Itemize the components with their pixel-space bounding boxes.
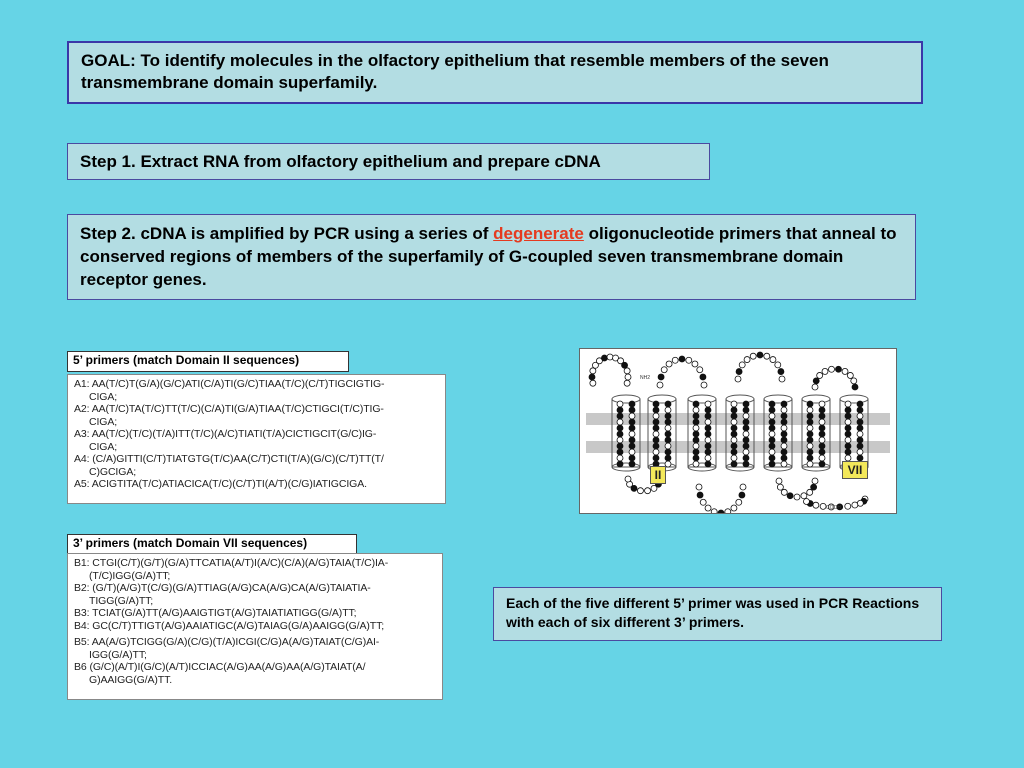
helix-top xyxy=(612,395,640,403)
primer-sequence-line: B6 (G/C)(A/T)I(G/C)(A/T)ICCIAC(A/G)AA(A/G)AA(A/G)TAIAT(A/ xyxy=(74,661,366,673)
residue-dot xyxy=(807,443,813,449)
residue-dot xyxy=(693,455,699,461)
residue-dot xyxy=(857,431,863,437)
residue-dot xyxy=(653,419,659,425)
primer-sequence-line: B5: AA(A/G)TCIGG(G/A)(C/G)(T/A)ICGI(C/G)A(A/G)TAIAT(C/G)AI- xyxy=(74,636,380,648)
domain-ii-label: II xyxy=(650,466,666,484)
helix-cylinder xyxy=(802,399,830,467)
residue-dot xyxy=(743,413,749,419)
step1-box xyxy=(67,143,710,180)
residue-dot xyxy=(769,431,775,437)
step2-text-after: oligonucleotide primers that anneal to conserved regions of members of the superfamily of G-coupled seven transmembrane domain receptor genes. xyxy=(80,224,897,289)
residue-dot xyxy=(665,413,671,419)
residue-dot xyxy=(857,449,863,455)
residue-dot xyxy=(731,443,737,449)
residue-dot xyxy=(653,449,659,455)
seven-transmembrane-receptor-diagram xyxy=(579,348,897,514)
residue-dot xyxy=(629,461,635,467)
extracellular-loop-residue xyxy=(739,362,745,368)
residue-dot xyxy=(845,419,851,425)
residue-dot xyxy=(845,413,851,419)
intracellular-loop-residue xyxy=(731,505,737,511)
n-terminal-residue xyxy=(589,374,595,380)
n-terminal-residue xyxy=(622,362,628,368)
primer-sequence-line: A1: AA(T/C)T(G/A)(G/C)ATI(C/A)TI(G/C)TIAA(T/C)(C/T)TIGCIGTIG- xyxy=(74,378,385,390)
residue-dot xyxy=(731,401,737,407)
extracellular-loop-residue xyxy=(757,352,763,358)
intracellular-loop-residue xyxy=(794,494,800,500)
residue-dot xyxy=(857,425,863,431)
residue-dot xyxy=(665,443,671,449)
primer-sequence xyxy=(74,453,439,478)
extracellular-loop-residue xyxy=(842,368,848,374)
residue-dot xyxy=(769,401,775,407)
residue-dot xyxy=(781,455,787,461)
residue-dot xyxy=(807,455,813,461)
residue-dot xyxy=(781,431,787,437)
residue-dot xyxy=(857,407,863,413)
residue-dot xyxy=(807,431,813,437)
residue-dot xyxy=(731,413,737,419)
residue-dot xyxy=(705,461,711,467)
residue-dot xyxy=(807,425,813,431)
residue-dot xyxy=(819,425,825,431)
n-terminal-residue xyxy=(624,380,630,386)
step2-text-before: Step 2. cDNA is amplified by PCR using a series of xyxy=(80,224,494,243)
extracellular-loop-residue xyxy=(658,374,664,380)
residue-dot xyxy=(857,419,863,425)
domain-vii-label: VII xyxy=(842,461,868,479)
extracellular-loop-residue xyxy=(847,372,853,378)
residue-dot xyxy=(845,431,851,437)
helix-cylinder xyxy=(840,399,868,467)
residue-dot xyxy=(769,455,775,461)
extracellular-loop-residue xyxy=(701,382,707,388)
primer-sequence-line: B4: GC(C/T)TTIGT(A/G)AAIATIGC(A/G)TAIAG(G/A)AAIGG(G/A)TT; xyxy=(74,619,385,632)
c-terminal-residue xyxy=(852,502,858,508)
residue-dot xyxy=(693,413,699,419)
primer-sequence-continuation: CIGA; xyxy=(89,440,118,453)
residue-dot xyxy=(705,407,711,413)
residue-dot xyxy=(731,449,737,455)
step1-text: Step 1. Extract RNA from olfactory epithelium and prepare cDNA xyxy=(80,152,601,171)
residue-dot xyxy=(705,455,711,461)
residue-dot xyxy=(769,425,775,431)
five-prime-primers-list xyxy=(67,374,446,504)
residue-dot xyxy=(629,419,635,425)
n-terminal-residue xyxy=(601,355,607,361)
five-prime-primers-label: 5’ primers (match Domain II sequences) xyxy=(67,351,349,372)
residue-dot xyxy=(653,413,659,419)
intracellular-loop-residue xyxy=(812,478,818,484)
residue-dot xyxy=(819,455,825,461)
residue-dot xyxy=(693,401,699,407)
residue-dot xyxy=(819,449,825,455)
primer-sequence xyxy=(74,428,439,453)
c-terminus-label: COOH xyxy=(826,505,841,511)
intracellular-loop-residue xyxy=(781,489,787,495)
residue-dot xyxy=(819,437,825,443)
intracellular-loop-residue xyxy=(777,484,783,490)
intracellular-loop-residue xyxy=(705,505,711,511)
residue-dot xyxy=(743,461,749,467)
primer-sequence xyxy=(74,607,436,620)
intracellular-loop-residue xyxy=(776,478,782,484)
residue-dot xyxy=(629,425,635,431)
residue-dot xyxy=(857,413,863,419)
residue-dot xyxy=(617,425,623,431)
extracellular-loop-residue xyxy=(692,361,698,367)
primer-sequence xyxy=(74,636,436,661)
primer-sequence xyxy=(74,582,436,607)
intracellular-loop-residue xyxy=(718,510,724,513)
residue-dot xyxy=(693,407,699,413)
residue-dot xyxy=(629,437,635,443)
residue-dot xyxy=(819,407,825,413)
primer-sequence-continuation: CIGA; xyxy=(89,415,118,428)
residue-dot xyxy=(743,443,749,449)
residue-dot xyxy=(769,413,775,419)
three-prime-primers-list xyxy=(67,553,443,700)
residue-dot xyxy=(617,443,623,449)
residue-dot xyxy=(769,449,775,455)
residue-dot xyxy=(693,443,699,449)
extracellular-loop-residue xyxy=(829,366,835,372)
c-terminal-residue xyxy=(857,500,863,506)
residue-dot xyxy=(807,401,813,407)
residue-dot xyxy=(807,413,813,419)
residue-dot xyxy=(693,431,699,437)
residue-dot xyxy=(617,401,623,407)
helix-top xyxy=(648,395,676,403)
extracellular-loop-residue xyxy=(735,376,741,382)
c-terminal-residue xyxy=(803,498,809,504)
primer-sequence xyxy=(74,620,436,633)
residue-dot xyxy=(807,407,813,413)
residue-dot xyxy=(653,455,659,461)
residue-dot xyxy=(617,455,623,461)
intracellular-loop-residue xyxy=(740,484,746,490)
primer-sequence-line: B1: CTGI(C/T)(G/T)(G/A)TTCATIA(A/T)I(A/C)(C/A)(A/G)TAIA(T/C)IA- xyxy=(74,557,389,569)
residue-dot xyxy=(731,425,737,431)
residue-dot xyxy=(705,401,711,407)
extracellular-loop-residue xyxy=(764,353,770,359)
extracellular-loop-residue xyxy=(851,378,857,384)
n-terminal-residue xyxy=(625,374,631,380)
residue-dot xyxy=(693,449,699,455)
residue-dot xyxy=(629,455,635,461)
residue-dot xyxy=(617,449,623,455)
residue-dot xyxy=(807,461,813,467)
residue-dot xyxy=(693,461,699,467)
helix-top xyxy=(802,395,830,403)
residue-dot xyxy=(819,401,825,407)
n-terminal-residue xyxy=(607,354,613,360)
residue-dot xyxy=(705,413,711,419)
intracellular-loop-residue xyxy=(637,488,643,494)
residue-dot xyxy=(819,419,825,425)
intracellular-loop-residue xyxy=(625,476,631,482)
extracellular-loop-residue xyxy=(661,367,667,373)
primer-sequence xyxy=(74,557,436,582)
residue-dot xyxy=(653,431,659,437)
primer-sequence xyxy=(74,661,436,686)
goal-box xyxy=(67,41,923,104)
c-terminal-residue xyxy=(813,502,819,508)
note-box xyxy=(493,587,942,641)
residue-dot xyxy=(807,419,813,425)
residue-dot xyxy=(693,437,699,443)
residue-dot xyxy=(743,431,749,437)
residue-dot xyxy=(731,455,737,461)
helix-cylinder xyxy=(764,399,792,467)
residue-dot xyxy=(845,425,851,431)
intracellular-loop-residue xyxy=(645,488,651,494)
residue-dot xyxy=(653,407,659,413)
residue-dot xyxy=(705,419,711,425)
residue-dot xyxy=(617,407,623,413)
residue-dot xyxy=(693,425,699,431)
primer-sequence-line: A5: ACIGTITA(T/C)ATIACICA(T/C)(C/T)TI(A/T)(C/G)IATIGCIGA. xyxy=(74,478,367,490)
residue-dot xyxy=(665,455,671,461)
residue-dot xyxy=(629,431,635,437)
extracellular-loop-residue xyxy=(697,367,703,373)
primer-sequence-line: B2: (G/T)(A/G)T(C/G)(G/A)TTIAG(A/G)CA(A/G)CA(A/G)TAIATIA- xyxy=(74,582,371,594)
primer-sequence xyxy=(74,478,439,491)
intracellular-loop-residue xyxy=(725,509,731,513)
residue-dot xyxy=(769,443,775,449)
residue-dot xyxy=(665,431,671,437)
extracellular-loop-residue xyxy=(736,369,742,375)
note-text: Each of the five different 5’ primer was used in PCR Reactions with each of six different 3’ primers. xyxy=(506,595,920,630)
residue-dot xyxy=(819,461,825,467)
residue-dot xyxy=(665,425,671,431)
residue-dot xyxy=(705,425,711,431)
residue-dot xyxy=(617,461,623,467)
residue-dot xyxy=(693,419,699,425)
residue-dot xyxy=(857,401,863,407)
residue-dot xyxy=(845,401,851,407)
residue-dot xyxy=(705,437,711,443)
extracellular-loop-residue xyxy=(817,372,823,378)
extracellular-loop-residue xyxy=(835,366,841,372)
three-prime-primers-label: 3’ primers (match Domain VII sequences) xyxy=(67,534,357,554)
extracellular-loop-residue xyxy=(822,368,828,374)
degenerate-link[interactable]: degenerate xyxy=(493,224,584,243)
residue-dot xyxy=(731,407,737,413)
residue-dot xyxy=(769,419,775,425)
receptor-illustration xyxy=(580,349,896,513)
residue-dot xyxy=(629,443,635,449)
residue-dot xyxy=(665,419,671,425)
intracellular-loop-residue xyxy=(811,484,817,490)
residue-dot xyxy=(845,437,851,443)
residue-dot xyxy=(807,449,813,455)
residue-dot xyxy=(769,461,775,467)
helix-cylinder xyxy=(726,399,754,467)
n-terminal-residue xyxy=(590,368,596,374)
helix-top xyxy=(726,395,754,403)
primer-sequence-line: B3: TCIAT(G/A)TT(A/G)AAIGTIGT(A/G)TAIATIATIGG(G/A)TT; xyxy=(74,607,357,619)
residue-dot xyxy=(743,407,749,413)
residue-dot xyxy=(731,419,737,425)
residue-dot xyxy=(845,407,851,413)
residue-dot xyxy=(781,401,787,407)
extracellular-loop-residue xyxy=(852,384,858,390)
residue-dot xyxy=(665,449,671,455)
extracellular-loop-residue xyxy=(700,374,706,380)
helix-cylinder xyxy=(612,399,640,467)
n-terminus-label: NH2 xyxy=(640,375,651,381)
residue-dot xyxy=(617,431,623,437)
extracellular-loop-residue xyxy=(666,361,672,367)
residue-dot xyxy=(617,419,623,425)
intracellular-loop-residue xyxy=(739,492,745,498)
residue-dot xyxy=(617,413,623,419)
extracellular-loop-residue xyxy=(657,382,663,388)
primer-sequence xyxy=(74,403,439,428)
step2-box xyxy=(67,214,916,300)
residue-dot xyxy=(845,443,851,449)
intracellular-loop-residue xyxy=(711,509,717,513)
residue-dot xyxy=(653,437,659,443)
residue-dot xyxy=(743,425,749,431)
residue-dot xyxy=(807,437,813,443)
residue-dot xyxy=(653,443,659,449)
residue-dot xyxy=(769,437,775,443)
extracellular-loop-residue xyxy=(813,378,819,384)
residue-dot xyxy=(819,443,825,449)
residue-dot xyxy=(743,449,749,455)
residue-dot xyxy=(743,401,749,407)
residue-dot xyxy=(665,437,671,443)
primer-sequence-line: A4: (C/A)GITTI(C/T)TIATGTG(T/C)AA(C/T)CTI(T/A)(G/C)(C/T)TT(T/ xyxy=(74,453,384,465)
residue-dot xyxy=(731,431,737,437)
extracellular-loop-residue xyxy=(775,362,781,368)
extracellular-loop-residue xyxy=(672,357,678,363)
primer-sequence-continuation: C)GCIGA; xyxy=(89,465,137,478)
primer-sequence-continuation: TIGG(G/A)TT; xyxy=(89,594,154,607)
residue-dot xyxy=(653,425,659,431)
helix-cylinder xyxy=(688,399,716,467)
extracellular-loop-residue xyxy=(750,353,756,359)
residue-dot xyxy=(743,455,749,461)
residue-dot xyxy=(781,461,787,467)
residue-dot xyxy=(781,425,787,431)
primer-sequence-continuation: CIGA; xyxy=(89,390,118,403)
residue-dot xyxy=(857,443,863,449)
n-terminal-residue xyxy=(624,368,630,374)
intracellular-loop-residue xyxy=(736,499,742,505)
residue-dot xyxy=(705,449,711,455)
primer-sequence-line: A2: AA(T/C)TA(T/C)TT(T/C)(C/A)TI(G/A)TIAA(T/C)CTIGCI(T/C)TIG- xyxy=(74,403,384,415)
extracellular-loop-residue xyxy=(779,376,785,382)
residue-dot xyxy=(705,431,711,437)
extracellular-loop-residue xyxy=(744,357,750,363)
residue-dot xyxy=(731,461,737,467)
residue-dot xyxy=(857,437,863,443)
primer-sequence-continuation: G)AAIGG(G/A)TT. xyxy=(89,673,173,686)
helix-top xyxy=(764,395,792,403)
residue-dot xyxy=(629,401,635,407)
primer-sequence-continuation: (T/C)IGG(G/A)TT; xyxy=(89,569,171,582)
helix-cylinder xyxy=(648,399,676,467)
residue-dot xyxy=(781,437,787,443)
goal-text: GOAL: To identify molecules in the olfactory epithelium that resemble members of the seven transmembrane domain superfamily. xyxy=(81,51,829,92)
residue-dot xyxy=(769,407,775,413)
residue-dot xyxy=(781,413,787,419)
residue-dot xyxy=(629,449,635,455)
residue-dot xyxy=(665,407,671,413)
residue-dot xyxy=(781,449,787,455)
primer-sequence-continuation: IGG(G/A)TT; xyxy=(89,648,147,661)
intracellular-loop-residue xyxy=(697,492,703,498)
residue-dot xyxy=(781,407,787,413)
residue-dot xyxy=(705,443,711,449)
extracellular-loop-residue xyxy=(778,369,784,375)
residue-dot xyxy=(665,401,671,407)
intracellular-loop-residue xyxy=(696,484,702,490)
extracellular-loop-residue xyxy=(679,356,685,362)
residue-dot xyxy=(819,413,825,419)
intracellular-loop-residue xyxy=(801,493,807,499)
residue-dot xyxy=(781,443,787,449)
residue-dot xyxy=(819,431,825,437)
extracellular-loop-residue xyxy=(770,357,776,363)
residue-dot xyxy=(629,413,635,419)
residue-dot xyxy=(617,437,623,443)
extracellular-loop-residue xyxy=(812,384,818,390)
c-terminal-residue xyxy=(845,503,851,509)
helix-top xyxy=(840,395,868,403)
primer-sequence-line: A3: AA(T/C)(T/C)(T/A)ITT(T/C)(A/C)TIATI(T/A)CICTIGCIT(G/C)IG- xyxy=(74,428,377,440)
intracellular-loop-residue xyxy=(807,489,813,495)
residue-dot xyxy=(743,437,749,443)
residue-dot xyxy=(845,449,851,455)
intracellular-loop-residue xyxy=(787,493,793,499)
residue-dot xyxy=(781,419,787,425)
residue-dot xyxy=(629,407,635,413)
residue-dot xyxy=(731,437,737,443)
primer-sequence xyxy=(74,378,439,403)
residue-dot xyxy=(743,419,749,425)
helix-top xyxy=(688,395,716,403)
extracellular-loop-residue xyxy=(686,357,692,363)
residue-dot xyxy=(653,401,659,407)
intracellular-loop-residue xyxy=(651,485,657,491)
n-terminal-residue xyxy=(590,380,596,386)
intracellular-loop-residue xyxy=(700,499,706,505)
